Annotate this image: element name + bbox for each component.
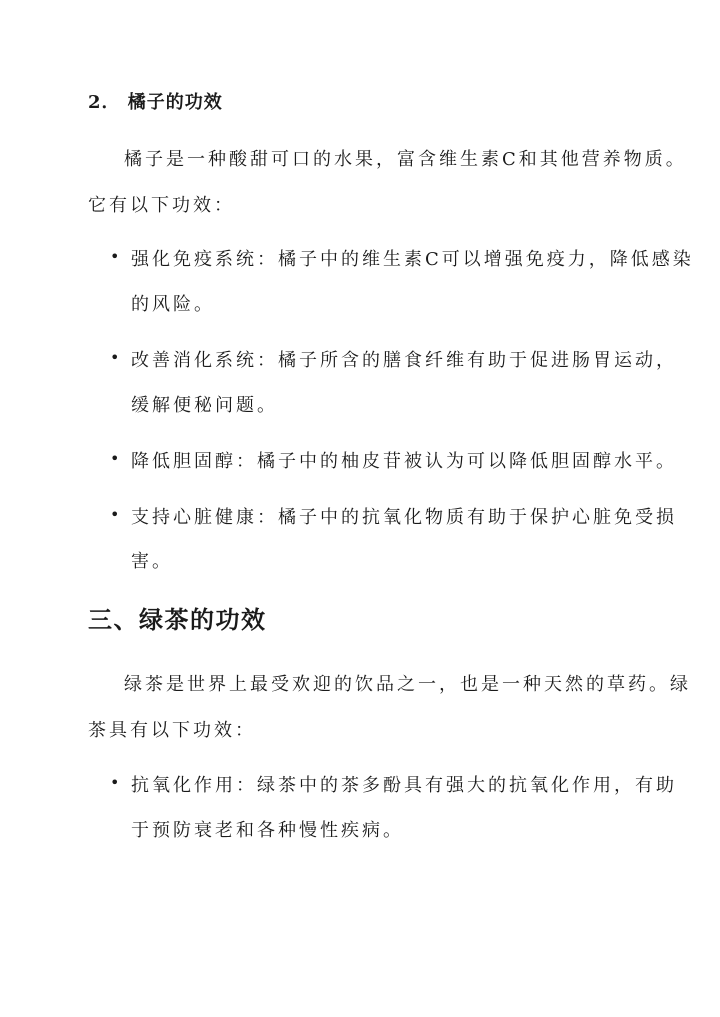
bullet-marker: • [110, 348, 120, 367]
orange-bullet-2-line-1: 改善消化系统：橘子所含的膳食纤维有助于促进肠胃运动， [131, 350, 677, 371]
bullet-marker: • [110, 247, 120, 266]
bullet-marker: • [110, 505, 120, 524]
orange-section-heading: 2． 橘子的功效 [88, 92, 223, 113]
orange-bullet-2-line-2: 缓解便秘问题。 [131, 395, 278, 416]
green-tea-section-heading: 三、绿茶的功效 [88, 605, 267, 634]
orange-intro-line-1: 橘子是一种酸甜可口的水果，富含维生素C和其他营养物质。 [124, 149, 687, 170]
orange-bullet-4-line-1: 支持心脏健康：橘子中的抗氧化物质有助于保护心脏免受损 [131, 507, 677, 528]
green-tea-bullet-1-line-1: 抗氧化作用：绿茶中的茶多酚具有强大的抗氧化作用，有助 [131, 775, 677, 796]
orange-bullet-4-line-2: 害。 [131, 551, 173, 572]
green-tea-bullet-1-line-2: 于预防衰老和各种慢性疾病。 [131, 820, 404, 841]
bullet-marker: • [110, 773, 120, 792]
green-tea-intro-line-2: 茶具有以下功效： [88, 720, 256, 741]
bullet-marker: • [110, 449, 120, 468]
orange-bullet-1-line-1: 强化免疫系统：橘子中的维生素C可以增强免疫力，降低感染 [131, 249, 694, 270]
green-tea-intro-line-1: 绿茶是世界上最受欢迎的饮品之一，也是一种天然的草药。绿 [124, 674, 691, 695]
orange-bullet-3-line-1: 降低胆固醇：橘子中的柚皮苷被认为可以降低胆固醇水平。 [131, 451, 677, 472]
orange-bullet-1-line-2: 的风险。 [131, 294, 215, 315]
orange-intro-line-2: 它有以下功效： [88, 195, 235, 216]
